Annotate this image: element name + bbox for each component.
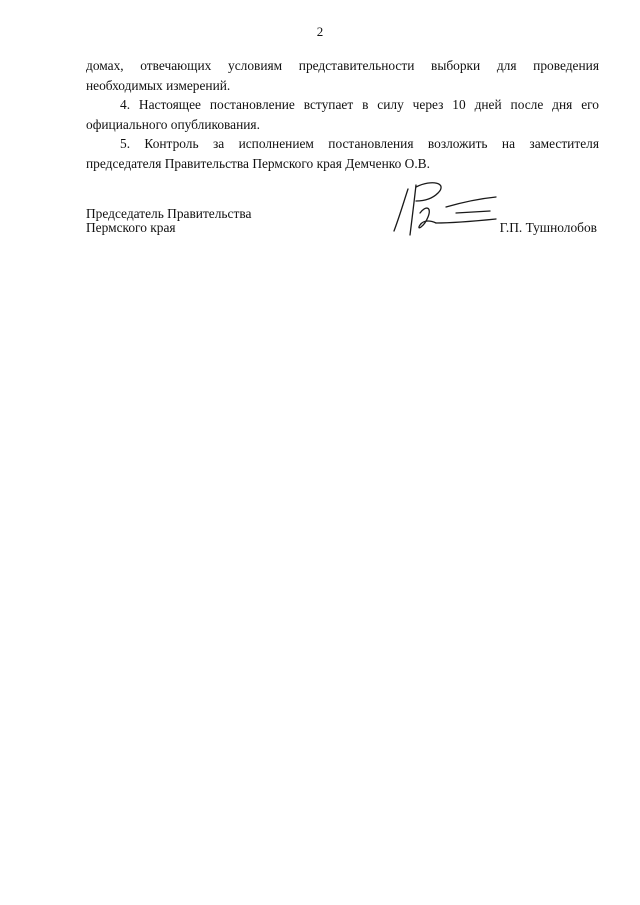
paragraph-item-5: 5. Контроль за исполнением постановления возложить на заместителя председателя Правительства Пермского края Демченко О.В. <box>86 136 599 171</box>
signature-block <box>86 207 599 247</box>
signer-title: Председатель Правительства <box>86 206 252 221</box>
document-body <box>86 56 599 173</box>
signer-name: Г.П. Тушнолобов <box>499 220 597 235</box>
paragraph-item-4: 4. Настоящее постановление вступает в силу через 10 дней после дня его официального опубликования. <box>86 97 599 132</box>
signer-region: Пермского края <box>86 220 176 235</box>
paragraph-continuation: домах, отвечающих условиям представительности выборки для проведения необходимых измерений. <box>86 58 599 93</box>
handwritten-signature-icon <box>386 177 506 247</box>
page-number: 2 <box>316 24 324 39</box>
